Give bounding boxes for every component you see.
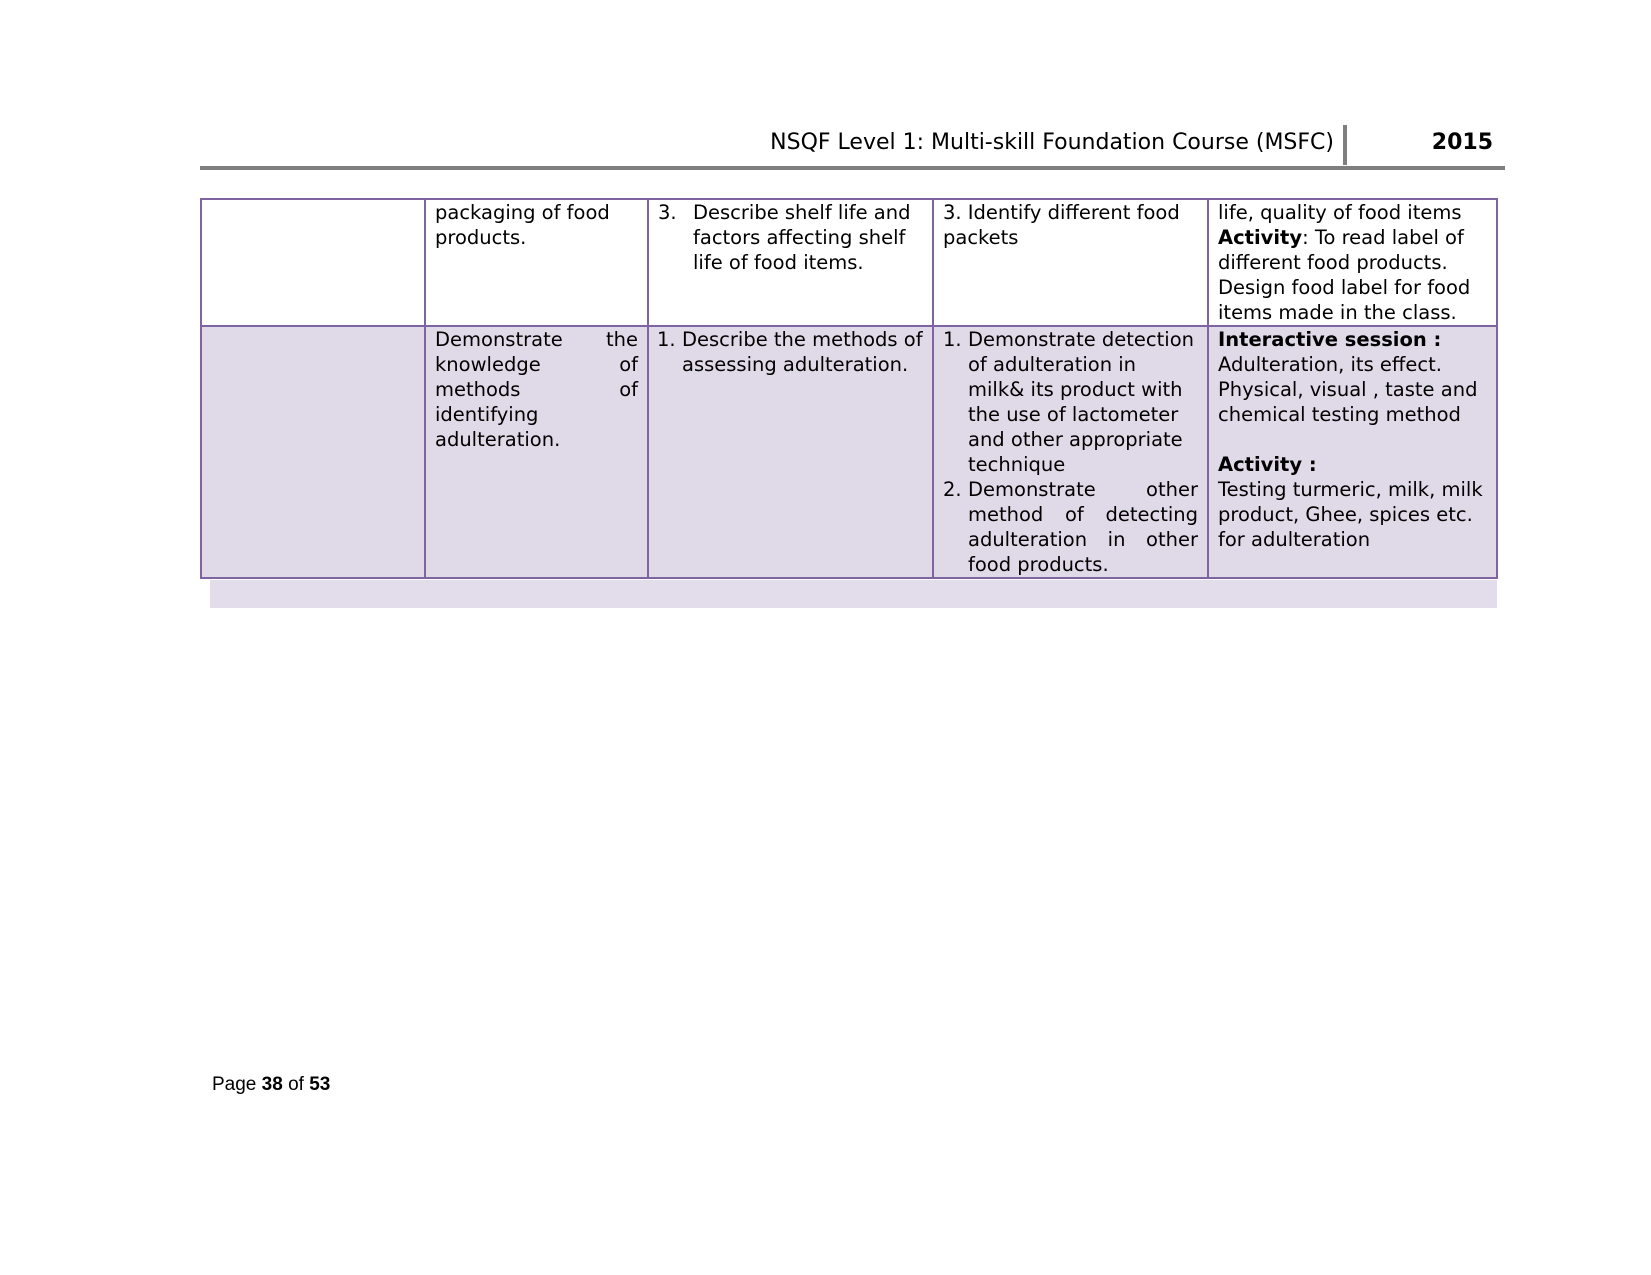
- list-item: [943, 327, 1198, 477]
- knowledge-list: [658, 200, 923, 275]
- table-row: [201, 199, 1497, 326]
- learning-outcome-cell: [425, 199, 648, 326]
- learning-outcome-line: knowledge of: [435, 353, 638, 376]
- page-total: 53: [309, 1074, 331, 1095]
- list-item-text: Describe the methods of assessing adulteration.: [682, 328, 923, 376]
- teaching-method-continued: life, quality of food items: [1218, 201, 1462, 224]
- list-number: 1.: [943, 328, 962, 351]
- activity-text: Testing turmeric, milk, milk product, Ghee, spices etc. for adulteration: [1218, 478, 1483, 551]
- list-item: [658, 200, 923, 275]
- learning-outcome-line: adulteration.: [435, 428, 561, 451]
- list-item: [657, 327, 923, 377]
- learning-outcome-line: Demonstrate the: [435, 328, 638, 351]
- list-number: 3.: [658, 201, 677, 224]
- activity-text: : To read label of different food products. Design food label for food items made in the class.: [1218, 226, 1471, 324]
- teaching-method-cell: [1208, 199, 1497, 326]
- unit-cell: [201, 199, 425, 326]
- document-year: 2015: [1431, 130, 1493, 155]
- activity-label: Activity :: [1218, 453, 1317, 476]
- learning-outcome-line: identifying: [435, 403, 539, 426]
- page-header: [200, 120, 1505, 165]
- learning-outcome-text: packaging of food products.: [435, 201, 610, 249]
- page-label: Page: [212, 1074, 257, 1095]
- knowledge-list: [657, 327, 923, 377]
- knowledge-cell: [648, 326, 933, 578]
- knowledge-cell: [648, 199, 933, 326]
- skill-cell: [933, 199, 1208, 326]
- table-row: [201, 326, 1497, 578]
- table-shadow: [210, 580, 1497, 608]
- curriculum-table: [200, 198, 1498, 579]
- skill-list: [943, 327, 1198, 577]
- skill-text: 3. Identify different food packets: [943, 201, 1180, 249]
- page-number: 38: [261, 1074, 283, 1095]
- activity-label: Activity: [1218, 226, 1303, 249]
- header-divider: [1343, 125, 1347, 165]
- teaching-method-cell: [1208, 326, 1497, 578]
- learning-outcome-cell: [425, 326, 648, 578]
- list-item: [943, 477, 1198, 577]
- learning-outcome-line: methods of: [435, 378, 638, 401]
- document-title: NSQF Level 1: Multi-skill Foundation Course (MSFC): [770, 130, 1334, 155]
- interactive-session-text: Adulteration, its effect. Physical, visual , taste and chemical testing method: [1218, 353, 1478, 426]
- list-item-text: Demonstrate other method of detecting adulteration in other food products.: [968, 478, 1198, 576]
- page-of-label: of: [288, 1074, 304, 1095]
- header-rule: [200, 166, 1505, 170]
- page-footer: [212, 1073, 330, 1097]
- list-number: 1.: [657, 328, 676, 351]
- spacer: [1218, 427, 1487, 452]
- skill-cell: [933, 326, 1208, 578]
- list-item-text: Demonstrate detection of adulteration in milk& its product with the use of lactometer and other appropriate technique: [968, 328, 1195, 476]
- unit-cell: [201, 326, 425, 578]
- interactive-session-label: Interactive session :: [1218, 328, 1442, 351]
- list-item-text: Describe shelf life and factors affecting shelf life of food items.: [693, 201, 911, 274]
- list-number: 2.: [943, 478, 962, 501]
